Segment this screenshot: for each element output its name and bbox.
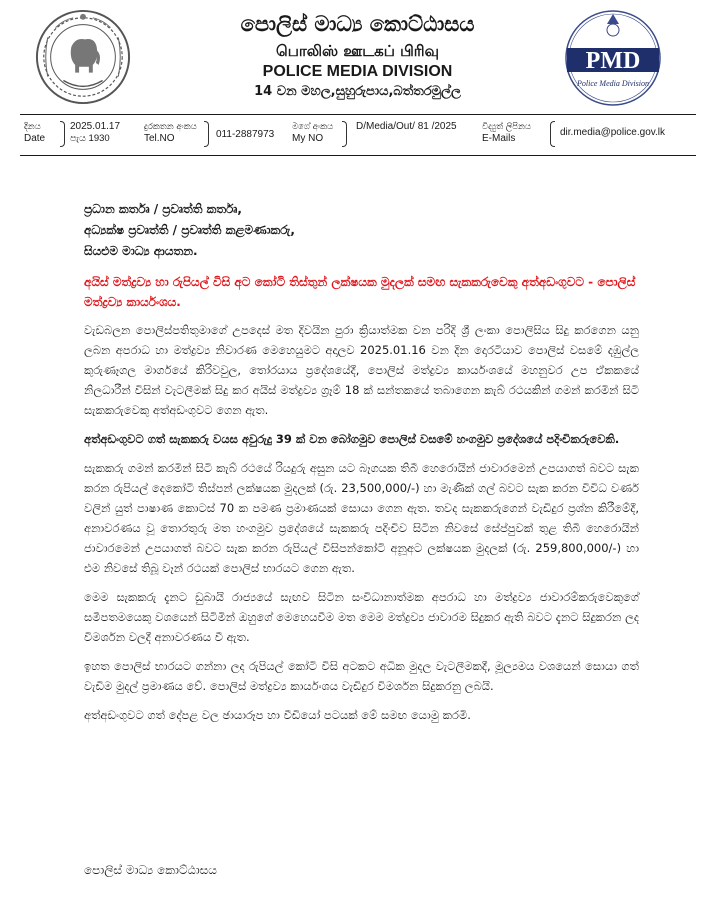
body-paragraph: අත්අඩංගුවට ගත් සැකකරු වයස අවුරුදු 39 ක් වන බෝගමුව පොලිස් වසමේ හංගමුව ප්‍රදේශයේ පදිංචිකරුවෙකි. <box>84 432 620 446</box>
brace-divider <box>550 121 555 147</box>
press-release-headline: අයිස් මත්ද්‍රව්‍ය හා රුපියල් විසි අට කෝටි තිස්තුන් ලක්ෂයක මුදලක් සමඟ සැකකරුවෙකු අත්අඩංගුවට - පොලිස් මත්ද්‍රව්‍ය කාර්යංශය. <box>84 275 636 309</box>
tel-label: දුරකතන අංකය Tel.NO <box>144 122 197 144</box>
body-paragraph: ඉහත පොලිස් භාරයට ගන්නා ලද රුපියල් කෝටි විසි අටකට අධික මුදල වැටලීමකදී, මූල්‍යමය වශයෙන් සොයා ගත් වැඩිම මුදල් ප්‍රමාණය වේ. පොලිස් මත්ද්‍රව්‍ය කාර්යංශය වැඩිදුර විමර්ශන සිදුකරනු ලබයි. <box>84 659 639 693</box>
brace-divider <box>342 121 347 147</box>
tel-value: 011-2887973 <box>216 129 275 140</box>
date-value: 2025.01.17 පැය 1930 <box>70 121 121 144</box>
title-english: POLICE MEDIA DIVISION <box>262 63 453 80</box>
my-no-label: මගේ අංකය My NO <box>292 122 334 144</box>
pmd-logo-icon <box>563 8 663 108</box>
letterhead-titles <box>140 10 575 102</box>
recipients-block <box>84 199 295 262</box>
title-tamil: பொலிஸ் ஊடகப் பிரிவு <box>276 42 439 60</box>
body-paragraph: අත්අඩංගුවට ගත් දේපළ වල ඡායාරූප හා වීඩියෝ පටයක් මේ සමඟ යොමු කරමි. <box>84 708 471 722</box>
title-sinhala: පොලිස් මාධ්‍ය කොට්ඨාසය <box>240 12 475 36</box>
recipient-line: අධ්‍යක්ෂ ප්‍රවෘත්ති / ප්‍රවෘත්ති කළමණාකරු, <box>84 223 295 237</box>
pmd-logo-subtext: Police Media Division <box>577 79 649 88</box>
my-no-value: D/Media/Out/ 81 /2025 <box>356 121 457 132</box>
reference-bar <box>20 114 696 156</box>
email-value: dir.media@police.gov.lk <box>560 127 666 138</box>
body-paragraph: මෙම සැකකරු දැනට ඩුබායි රාජ්‍යයේ සැඟව සිටින සංවිධානාත්මක අපරාධ හා මත්ද්‍රව්‍ය ජාවාරම්කරුවෙකුගේ සමීපතමයෙකු වශයෙන් සිටිමින් ඔහුගේ මෙහෙයවීම මත මෙම මත්ද්‍රව්‍ය ජාවාරම සිදුකර ඇති බවට දැනට සිදුකරන ලද විමර්ශන වලදී අනාවරණය වී ඇත. <box>84 590 639 644</box>
address: 14 වන මහල,සුහුරුපාය,බත්තරමුල්ල <box>254 84 461 99</box>
sri-lanka-police-crest-icon <box>34 8 132 106</box>
body-paragraph: වැඩබලන පොලිස්පතිතුමාගේ උපදෙස් මත දිවයින පුරා ක්‍රියාත්මක වන පරිදි ශ්‍රී ලංකා පොලිසිය සිදු කරගෙන යනු ලබන අපරාධ හා මත්ද්‍රව්‍ය නිවාරණ මෙහෙයුමට අදාලව 2025.01.16 වන දින දොරටියාව පොලිස් වසමේ දඹුල්ල කුරුණෑගල මාර්ගයේ කිරිවවුල, තෝරයාය ප්‍රදේශයේදී, පොලිස් මත්ද්‍රව්‍ය කාර්යංශයේ මහනුවර උප ඒකකයේ නිලධාරීන් විසින් වැටලීමක් සිදු කර අයිස් මත්ද්‍රව්‍ය ග්‍රෑම් 18 ක් සන්තකයේ තබාගෙන කැබ් රථයකින් ගමන් කරමින් සිටි සැකකරුවෙකු අත්අඩංගුවට ගෙන ඇත. <box>84 323 639 417</box>
brace-divider <box>60 121 65 147</box>
letterhead <box>0 0 715 112</box>
brace-divider <box>204 121 209 147</box>
body-paragraph: සැකකරු ගමන් කරමින් සිටි කැබ් රථයේ රියදුරු අසුන යට බෑගයක තිබී හෙරොයින් ජාවාරමෙන් උපයාගත් බවට සැක කරන රුපියල් දෙකෝටි තිස්පන් ලක්ෂයක මුදලක් (රු. 23,500,000/-) හා මැණික් ගල් බවට සැක කරන විවිධ වර්ණ වලින් යුත් පාෂාණ කොටස් 70 ක පමණ ප්‍රමාණයක් සොයා ගෙන ඇත. තවද සැකකරුගෙන් වැඩිදුර ප්‍රශ්න කිරීමේදී, අනාවරණය වූ තොරතුරු මත හංගමුව ප්‍රදේශයේ සැකකරු පදිංචිව සිටින නිවසේ සේප්පුවක් තුළ තිබී හෙරොයින් ජාවාරමෙන් උපයාගත් බවට සැක කරන රුපියල් විසිපන්කෝටි අනූඅට ලක්ෂයක මුදලක් (රු. 259,800,000/-) හා එම නිවසේ තිබූ වෑන් රථයක් පොලිස් භාරයට ගෙන ඇත. <box>84 461 639 575</box>
email-label: විද්‍යුත් ලිපිනය E-Mails <box>482 122 531 144</box>
date-label: දිනය Date <box>24 122 46 144</box>
recipient-line: සියළුම මාධ්‍ය ආයතන. <box>84 244 198 258</box>
recipient-line: ප්‍රධාන කර්තෘ / ප්‍රවෘත්ති කර්තෘ, <box>84 202 242 216</box>
press-release-body <box>84 320 639 734</box>
signature: පොලිස් මාධ්‍ය කොට්ඨාසය <box>84 863 217 877</box>
pmd-logo-text: PMD <box>585 48 641 74</box>
